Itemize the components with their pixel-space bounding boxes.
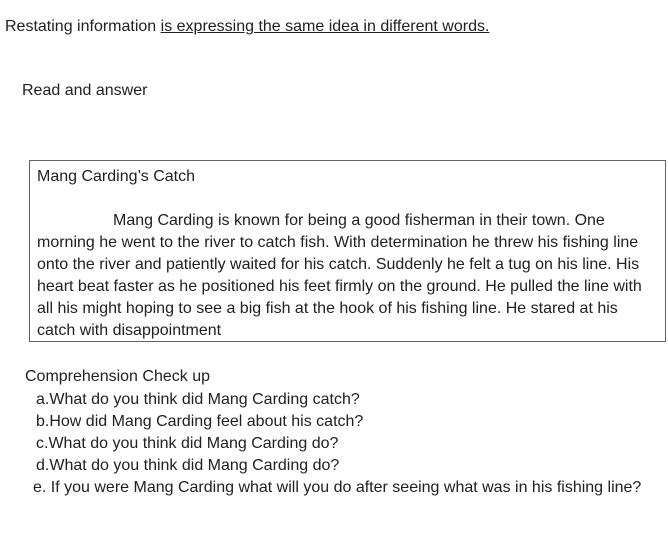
definition-line [5,18,489,36]
instruction-text: Read and answer [22,82,148,99]
comprehension-heading: Comprehension Check up [25,368,210,385]
story-box [29,160,666,342]
definition-lead: Restating information [5,18,161,35]
question-d: d.What do you think did Mang Carding do? [36,457,340,474]
question-a: a.What do you think did Mang Carding catch? [36,391,360,408]
question-list [33,389,656,499]
question-e: e. If you were Mang Carding what will you do after seeing what was in his fishing line? [33,479,642,496]
story-body: Mang Carding is known for being a good fisherman in their town. One morning he went to the river to catch fish. With determination he threw his fishing line onto the river and patiently waited for his catch. Suddenly he felt a tug on his line. His heart beat faster as he positioned his feet firmly on the ground. He pulled the line with all his might hoping to see a big fish at the hook of his fishing line. He stared at his catch with disappointment [37,212,642,339]
question-c: c.What do you think did Mang Carding do? [36,435,339,452]
question-b: b.How did Mang Carding feel about his catch? [36,413,364,430]
definition-underlined: is expressing the same idea in different words. [160,18,490,35]
story-title: Mang Carding’s Catch [37,168,196,185]
